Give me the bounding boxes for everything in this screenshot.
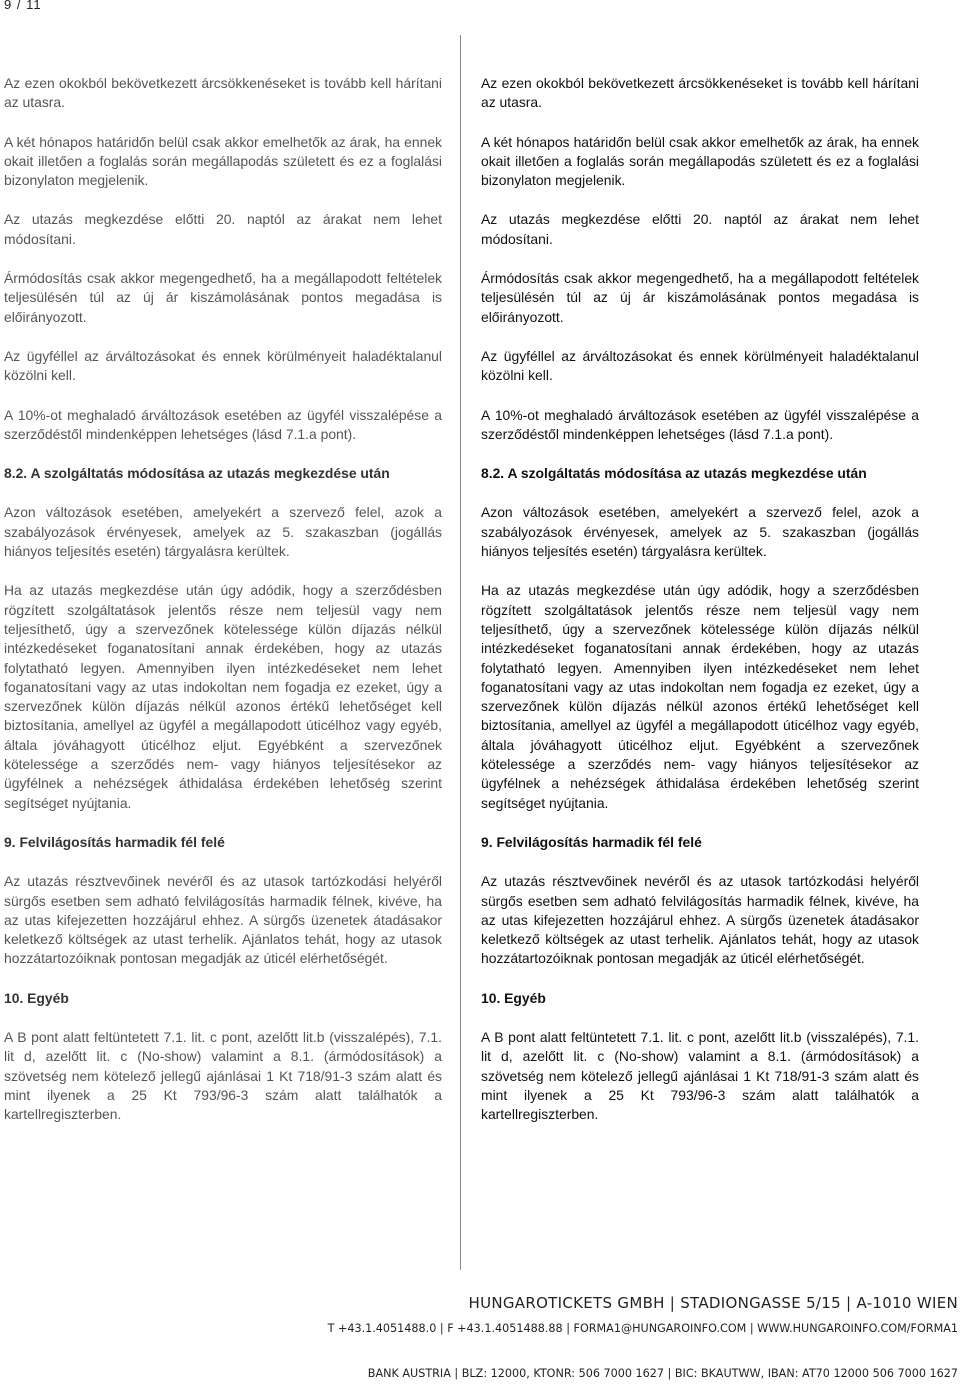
paragraph: Azon változások esetében, amelyekért a szervező felel, azok a szabályozások érvényesek, amelyek az 5. szakaszban (jogállás hiányos teljesítés esetén) tárgyalásra kerültek. (4, 504, 442, 560)
paragraph: A két hónapos határidőn belül csak akkor emelhetők az árak, ha ennek okait illetően a foglalás során megállapodás született és ez a foglalási bizonylaton megjelenik. (4, 133, 442, 189)
section-heading: 8.2. A szolgáltatás módosítása az utazás megkezdése után (481, 465, 867, 482)
footer-company-address: HUNGAROTICKETS GMBH | STADIONGASSE 5/15 | A-1010 WIEN (468, 1294, 958, 1312)
paragraph: Az utazás résztvevőinek nevéről és az utasok tartózkodási helyéről sürgős esetben sem adható felvilágosítás harmadik félnek, kivéve, ha az utas kifejezetten hozzájárul ehhez. A sürgős üzenetek átadásakor keletkező költségek az utast terhelik. Ajánlatos tehát, hogy az utasok hozzátartozóiknak pontosan megadják az úticél elérhetőségét. (4, 873, 442, 967)
paragraph: A 10%-ot meghaladó árváltozások esetében az ügyfél visszalépése a szerződéstől mindenképpen lehetséges (lásd 7.1.a pont). (481, 406, 919, 442)
paragraph: Az utazás résztvevőinek nevéről és az utasok tartózkodási helyéről sürgős esetben sem adható felvilágosítás harmadik félnek, kivéve, ha az utas kifejezetten hozzájárul ehhez. A sürgős üzenetek átadásakor keletkező költségek az utast terhelik. Ajánlatos tehát, hogy az utasok hozzátartozóiknak pontosan megadják az úticél elérhetőségét. (481, 873, 919, 967)
paragraph: Ármódosítás csak akkor megengedhető, ha a megállapodott feltételek teljesülésén túl az új ár kiszámolásának pontos megadása is előirányozott. (481, 270, 919, 325)
page-number: 9 / 11 (4, 0, 42, 12)
paragraph: A B pont alatt feltüntetett 7.1. lit. c pont, azelőtt lit.b (visszalépés), 7.1. lit d, azelőtt lit. c (No-show) valamint a 8.1. (ármódosítások) a szövetség nem kötelező jellegű ajánlásai 1 Kt 718/91-3 szám alatt és mint ilyenek a 25 Kt 793/96-3 szám alatt találhatók a kartellregiszterben. (481, 1028, 919, 1123)
paragraph: Az ügyféllel az árváltozásokat és ennek körülményeit haladéktalanul közölni kell. (481, 347, 919, 384)
paragraph: A B pont alatt feltüntetett 7.1. lit. c pont, azelőtt lit.b (visszalépés), 7.1. lit d, azelőtt lit. c (No-show) valamint a 8.1. (ármódosítások) a szövetség nem kötelező jellegű ajánlásai 1 Kt 718/91-3 szám alatt és mint ilyenek a 25 Kt 793/96-3 szám alatt találhatók a kartellregiszterben. (4, 1028, 442, 1123)
paragraph: Az ezen okokból bekövetkezett árcsökkenéseket is tovább kell hárítani az utasra. (4, 75, 442, 111)
paragraph: Az ügyféllel az árváltozásokat és ennek körülményeit haladéktalanul közölni kell. (4, 347, 442, 384)
footer-bank-details: BANK AUSTRIA | BLZ: 12000, KTONR: 506 7000 1627 | BIC: BKAUTWW, IBAN: AT70 12000 506 7000 1627 (367, 1367, 958, 1380)
right-column (481, 74, 919, 1144)
section-heading: 8.2. A szolgáltatás módosítása az utazás megkezdése után (4, 465, 390, 482)
column-divider (460, 35, 461, 1270)
paragraph: Ha az utazás megkezdése után úgy adódik, hogy a szerződésben rögzített szolgáltatások jelentős része nem teljesül vagy nem teljesíthető, úgy a szervezőnek kötelessége külön díjazás nélkül intézkedéseket foganatosítani annak érdekében, hogy az utazás folytatható legyen. Amennyiben ilyen intézkedéseket nem lehet foganatosítani vagy az utas indokoltan nem fogadja ez ezeket, úgy a szervezőnek külön díjazás nélkül azonos értékű lehetőséget kell biztosítania, amellyel az ügyfél a megállapodott úticélhoz vagy egyéb, általa jóváhagyott úticélhoz eljut. Egyébként a szervezőnek kötelessége a szerződés nem- vagy hiányos teljesítésekor az ügyfélnek a nehézségek áthidalása érdekében lehetőség szerint segítséget nyújtania. (4, 582, 442, 811)
paragraph: Az utazás megkezdése előtti 20. naptól az árakat nem lehet módosítani. (4, 211, 442, 247)
paragraph: Az ezen okokból bekövetkezett árcsökkenéseket is tovább kell hárítani az utasra. (481, 75, 919, 111)
section-heading: 9. Felvilágosítás harmadik fél felé (481, 833, 702, 850)
paragraph: Az utazás megkezdése előtti 20. naptól az árakat nem lehet módosítani. (481, 211, 919, 247)
paragraph: A két hónapos határidőn belül csak akkor emelhetők az árak, ha ennek okait illetően a foglalás során megállapodás született és ez a foglalási bizonylaton megjelenik. (481, 133, 919, 189)
footer-contact: T +43.1.4051488.0 | F +43.1.4051488.88 | FORMA1@HUNGAROINFO.COM | WWW.HUNGAROINFO.COM/FORMA1 (327, 1322, 958, 1335)
section-heading: 10. Egyéb (4, 989, 69, 1006)
section-heading: 10. Egyéb (481, 989, 546, 1006)
paragraph: Ármódosítás csak akkor megengedhető, ha a megállapodott feltételek teljesülésén túl az új ár kiszámolásának pontos megadása is előirányozott. (4, 270, 442, 325)
paragraph: A 10%-ot meghaladó árváltozások esetében az ügyfél visszalépése a szerződéstől mindenképpen lehetséges (lásd 7.1.a pont). (4, 406, 442, 442)
left-column (4, 74, 442, 1144)
section-heading: 9. Felvilágosítás harmadik fél felé (4, 833, 225, 850)
paragraph: Ha az utazás megkezdése után úgy adódik, hogy a szerződésben rögzített szolgáltatások jelentős része nem teljesül vagy nem teljesíthető, úgy a szervezőnek kötelessége külön díjazás nélkül intézkedéseket foganatosítani annak érdekében, hogy az utazás folytatható legyen. Amennyiben ilyen intézkedéseket nem lehet foganatosítani vagy az utas indokoltan nem fogadja ez ezeket, úgy a szervezőnek külön díjazás nélkül azonos értékű lehetőséget kell biztosítania, amellyel az ügyfél a megállapodott úticélhoz vagy egyéb, általa jóváhagyott úticélhoz eljut. Egyébként a szervezőnek kötelessége a szerződés nem- vagy hiányos teljesítésekor az ügyfélnek a nehézségek áthidalása érdekében lehetőség szerint segítséget nyújtania. (481, 582, 919, 811)
paragraph: Azon változások esetében, amelyekért a szervező felel, azok a szabályozások érvényesek, amelyek az 5. szakaszban (jogállás hiányos teljesítés esetén) tárgyalásra kerültek. (481, 504, 919, 560)
